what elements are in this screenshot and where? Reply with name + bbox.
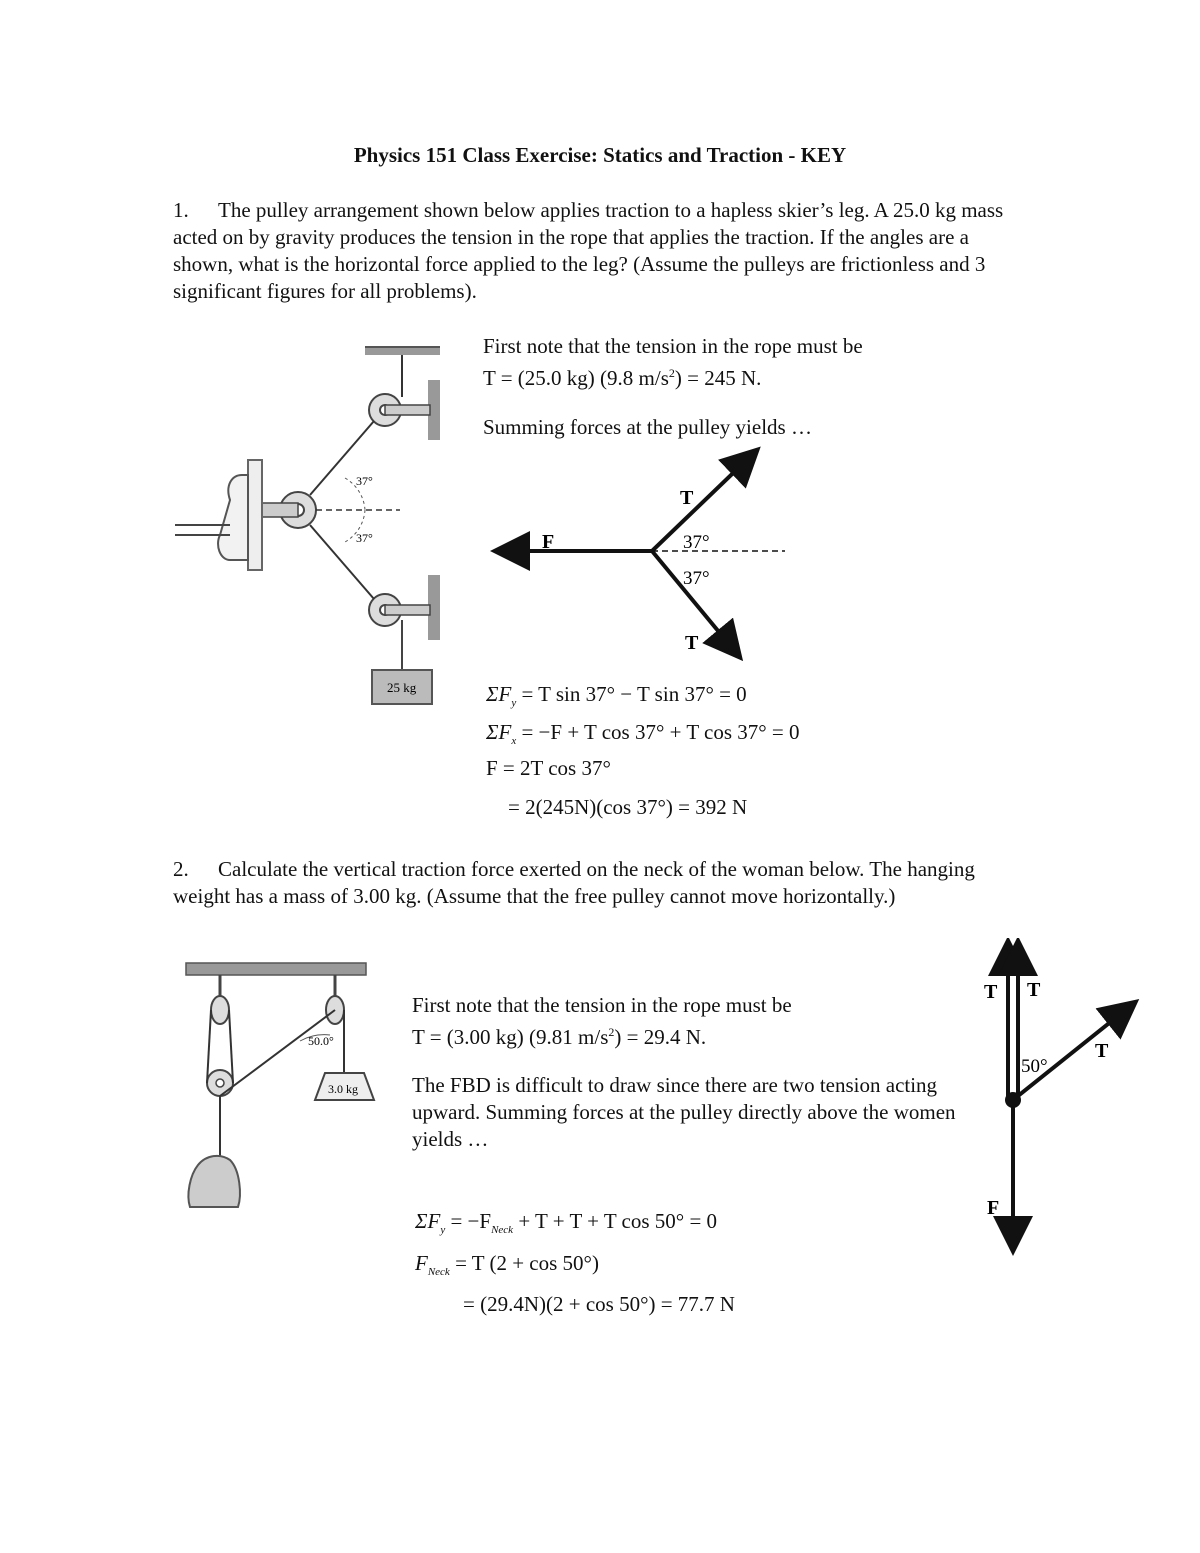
rope-left-1 — [207, 1010, 211, 1083]
fbd-angle-top: 37° — [683, 532, 710, 553]
problem-1-number: 1. — [173, 198, 189, 222]
traction-leg-figure — [170, 335, 460, 715]
fbd-pulley-point — [1005, 1092, 1021, 1108]
fbd-label-T1: T — [984, 981, 998, 1003]
problem-2-eq-sum-fy: $\Sigma F_y = -F_{Neck} + T + T + T$ cos 50° = 0 — [415, 1209, 718, 1237]
fbd-label-T2: T — [1027, 979, 1041, 1001]
problem-1-eq-f: F = 2T cos 37° — [486, 756, 611, 780]
problem-2-number: 2. — [173, 857, 189, 881]
problem-2-note-line-3: The FBD is difficult to draw since there are two tension acting upward. Summing forces at the pulley directly above the women yields … — [412, 1073, 956, 1151]
left-fixed-pulley — [211, 975, 229, 1024]
problem-1-free-body-diagram — [480, 440, 810, 670]
fbd-angle-bottom: 37° — [683, 568, 710, 589]
figure-angle-bottom: 37° — [356, 531, 373, 545]
rope-diagonal — [220, 1010, 335, 1096]
problem-2-free-body-diagram — [975, 938, 1145, 1258]
problem-1-note-line-3: Summing forces at the pulley yields … — [483, 415, 812, 439]
problem-1-note-line-1: First note that the tension in the rope must be — [483, 334, 863, 358]
problem-1-eq-sum-fy: $\Sigma F_y = T$ sin 37° − T sin 37° = 0 — [486, 682, 747, 710]
problem-2-eq-result: = (29.4N)(2 + cos 50°) = 77.7 N — [463, 1292, 735, 1316]
leg-pulley — [260, 492, 316, 528]
figure-angle: 50.0° — [308, 1034, 334, 1048]
fbd-label-T-top: T — [680, 487, 694, 509]
problem-1-eq-result: = 2(245N)(cos 37°) = 392 N — [508, 795, 748, 819]
fbd-label-T3: T — [1095, 1040, 1109, 1062]
fbd-label-F: F — [542, 531, 555, 553]
free-pulley — [207, 1070, 233, 1096]
lower-pulley — [369, 594, 430, 670]
problem-1-text: The pulley arrangement shown below applies traction to a hapless skier’s leg. A 25.0 kg mass acted on by gravity produces the tension in the rope that applies the traction. If the angles are a shown, what is the horizontal force applied to the leg? (Assume the pulleys are frictionless and 3 significant figures for all problems). — [173, 198, 1004, 303]
rope-left-2 — [229, 1010, 233, 1083]
mass-label: 25 kg — [387, 680, 417, 695]
fbd-label-T-bottom: T — [685, 632, 699, 654]
figure-angle-top: 37° — [356, 474, 373, 488]
right-fixed-pulley — [326, 975, 344, 1024]
problem-1-note-line-2: T = (25.0 kg) (9.8 $m/s^2) = 245$ N. — [483, 366, 762, 390]
ceiling-hatch — [365, 347, 440, 355]
problem-1-eq-sum-fx: $\Sigma F_x = -F + T$ cos 37° + T cos 37° = 0 — [486, 720, 800, 748]
neck-traction-figure — [180, 955, 390, 1220]
leg-and-foot — [175, 460, 262, 570]
problem-2-note-line-2: T = (3.00 kg) (9.81 $m/s^2) = 29.4$ N. — [412, 1025, 707, 1049]
weight-label: 3.0 kg — [328, 1082, 358, 1096]
problem-2-eq-fneck: $F_{Neck} = T$ (2 + cos 50°) — [415, 1251, 599, 1279]
page-title: Physics 151 Class Exercise: Statics and Traction - KEY — [353, 143, 847, 167]
problem-2-text: Calculate the vertical traction force exerted on the neck of the woman below. The hanging weight has a mass of 3.00 kg. (Assume that the free pulley cannot move horizontally.) — [173, 857, 975, 908]
problem-2-note-line-1: First note that the tension in the rope must be — [412, 993, 792, 1017]
fbd-angle: 50° — [1021, 1056, 1048, 1077]
ceiling-beam — [186, 963, 366, 975]
problem-1-statement — [173, 197, 1023, 305]
tension-diagonal-arrow — [1013, 1004, 1133, 1100]
fbd-label-F: F — [987, 1197, 1000, 1219]
woman-head — [188, 1156, 240, 1207]
problem-2-statement — [173, 856, 1023, 910]
upper-pulley — [369, 355, 430, 426]
